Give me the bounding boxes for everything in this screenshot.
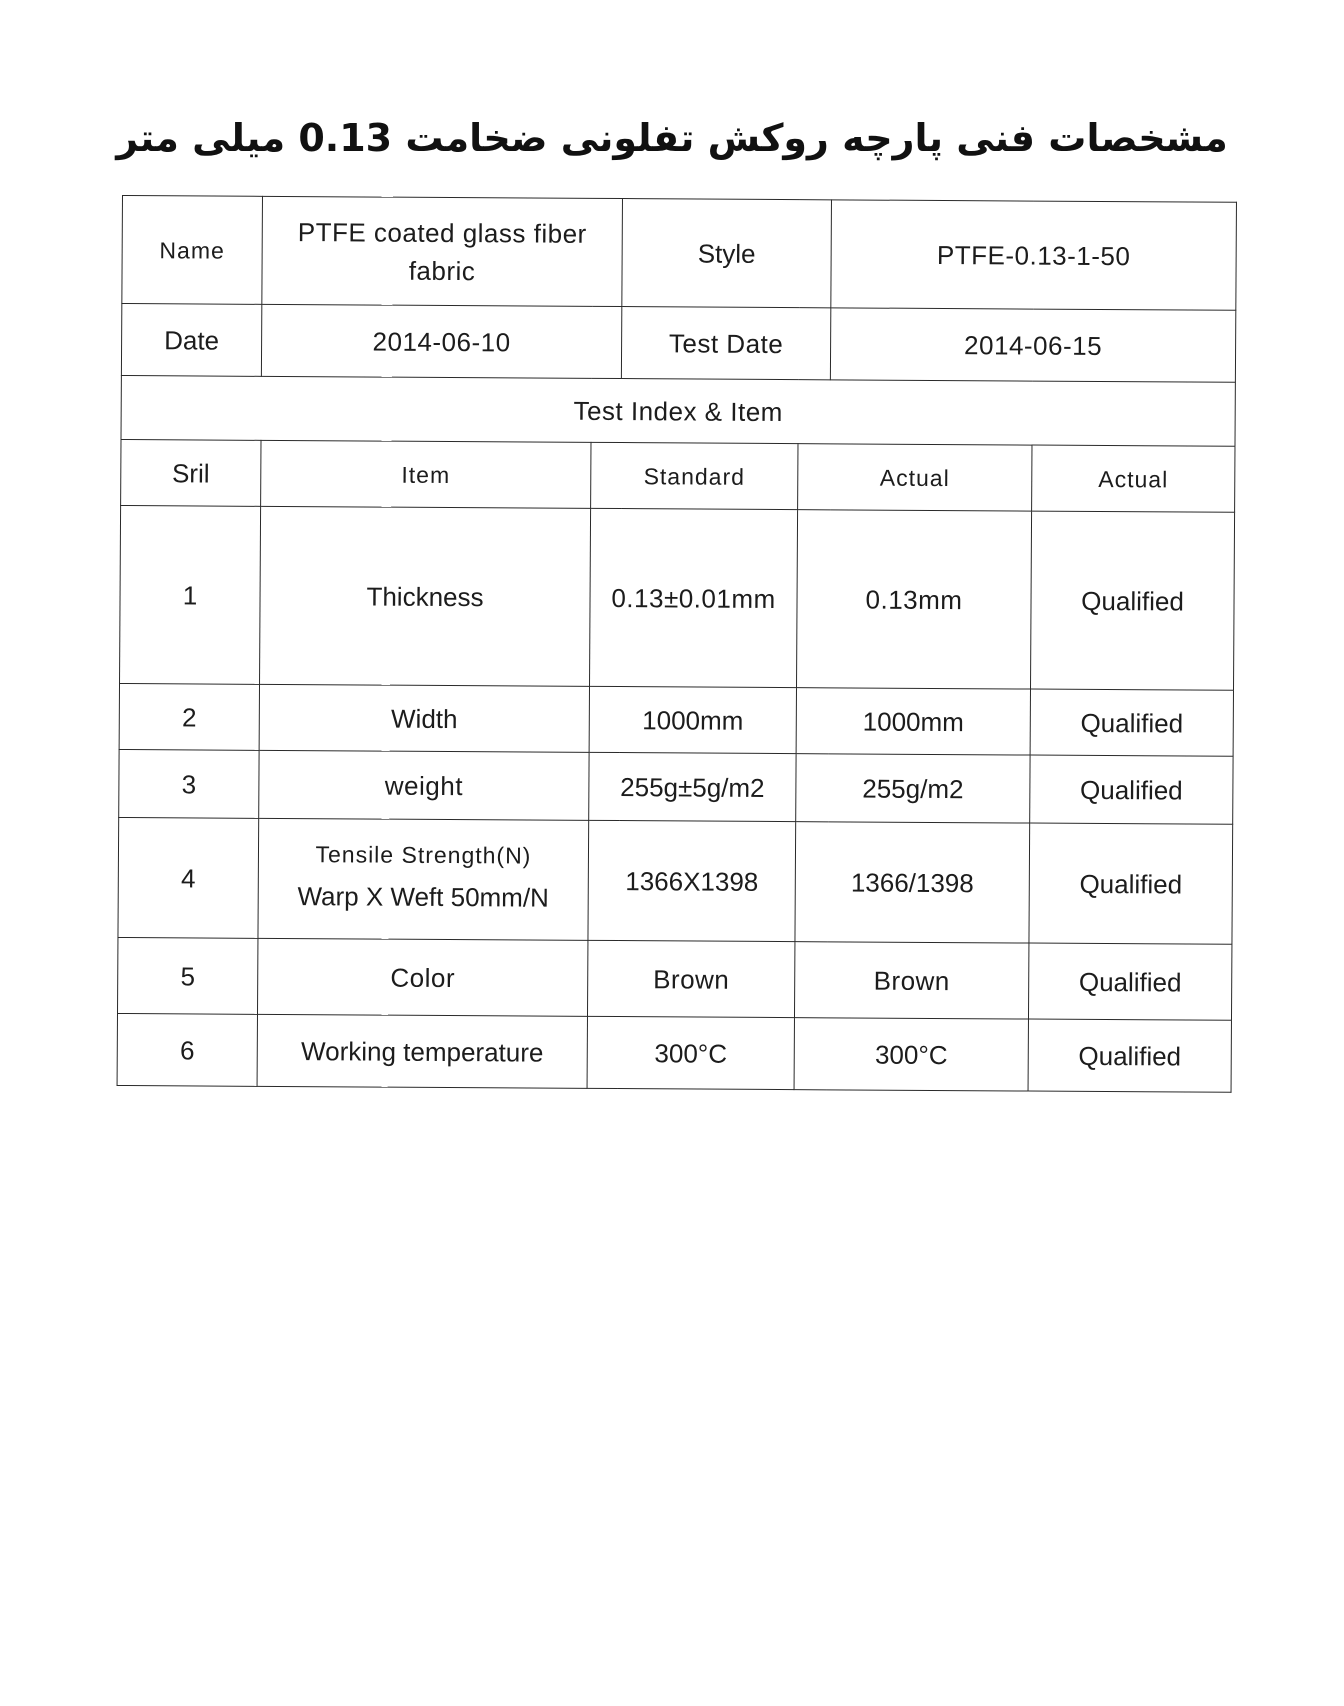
- row-actual: Brown: [795, 942, 1029, 1019]
- table-row: [117, 1013, 1231, 1092]
- row-result: Qualified: [1031, 511, 1235, 690]
- row-result: Qualified: [1028, 1019, 1231, 1092]
- row-result: Qualified: [1028, 943, 1231, 1020]
- row-item: Color: [257, 938, 587, 1016]
- row-sril: 6: [117, 1013, 257, 1086]
- header-row-name: [122, 196, 1237, 311]
- column-header-row: [121, 439, 1235, 512]
- row-item: Working temperature: [257, 1014, 587, 1088]
- row-sril: 5: [118, 937, 258, 1014]
- column-header-item: Item: [261, 440, 591, 508]
- row-actual: 255g/m2: [796, 754, 1030, 823]
- row-sril: 2: [119, 683, 259, 750]
- row-item: weight: [259, 750, 589, 820]
- date-label: Date: [121, 304, 261, 377]
- test-date-value: 2014-06-15: [830, 308, 1235, 382]
- row-sril: 1: [120, 505, 261, 684]
- row-result: Qualified: [1029, 823, 1233, 944]
- date-value: 2014-06-10: [261, 304, 621, 378]
- row-result: Qualified: [1030, 689, 1233, 756]
- row-item-line1: Tensile Strength(N): [315, 840, 532, 869]
- row-actual: 300°C: [794, 1018, 1028, 1091]
- column-header-sril: Sril: [121, 439, 261, 506]
- table-row: [119, 683, 1233, 756]
- spec-table: [117, 195, 1237, 1093]
- row-actual: 0.13mm: [797, 510, 1032, 689]
- row-standard: 255g±5g/m2: [589, 752, 796, 821]
- table-row: [119, 749, 1233, 824]
- test-date-label: Test Date: [621, 307, 830, 380]
- row-standard: Brown: [587, 940, 794, 1017]
- row-item: Thickness: [260, 506, 591, 686]
- table-row: [120, 505, 1235, 690]
- row-item: [258, 818, 589, 940]
- row-actual: 1000mm: [796, 688, 1030, 755]
- section-title-row: [121, 375, 1235, 446]
- row-standard: 1000mm: [589, 686, 796, 753]
- row-item-line2: Warp X Weft 50mm/N: [297, 880, 549, 913]
- row-standard: 0.13±0.01mm: [590, 508, 798, 687]
- header-row-date: [121, 304, 1235, 383]
- page-title: مشخصات فنی پارچه روکش تفلونی ضخامت 0.13 میلی متر: [116, 116, 1228, 160]
- style-label: Style: [622, 199, 832, 308]
- row-sril: 4: [118, 817, 259, 938]
- row-item: Width: [259, 684, 589, 752]
- column-header-actual: Actual: [798, 444, 1032, 511]
- table-row: [118, 817, 1233, 944]
- row-standard: 300°C: [587, 1016, 794, 1089]
- row-standard: 1366X1398: [588, 820, 796, 941]
- row-sril: 3: [119, 749, 259, 818]
- row-result: Qualified: [1030, 755, 1233, 824]
- column-header-result: Actual: [1032, 445, 1235, 512]
- section-title: Test Index & Item: [121, 375, 1235, 446]
- name-value: PTFE coated glass fiber fabric: [262, 196, 623, 306]
- column-header-standard: Standard: [591, 442, 798, 509]
- name-label: Name: [122, 196, 263, 305]
- style-value: PTFE-0.13-1-50: [831, 200, 1237, 310]
- table-row: [118, 937, 1232, 1020]
- row-actual: 1366/1398: [795, 822, 1030, 943]
